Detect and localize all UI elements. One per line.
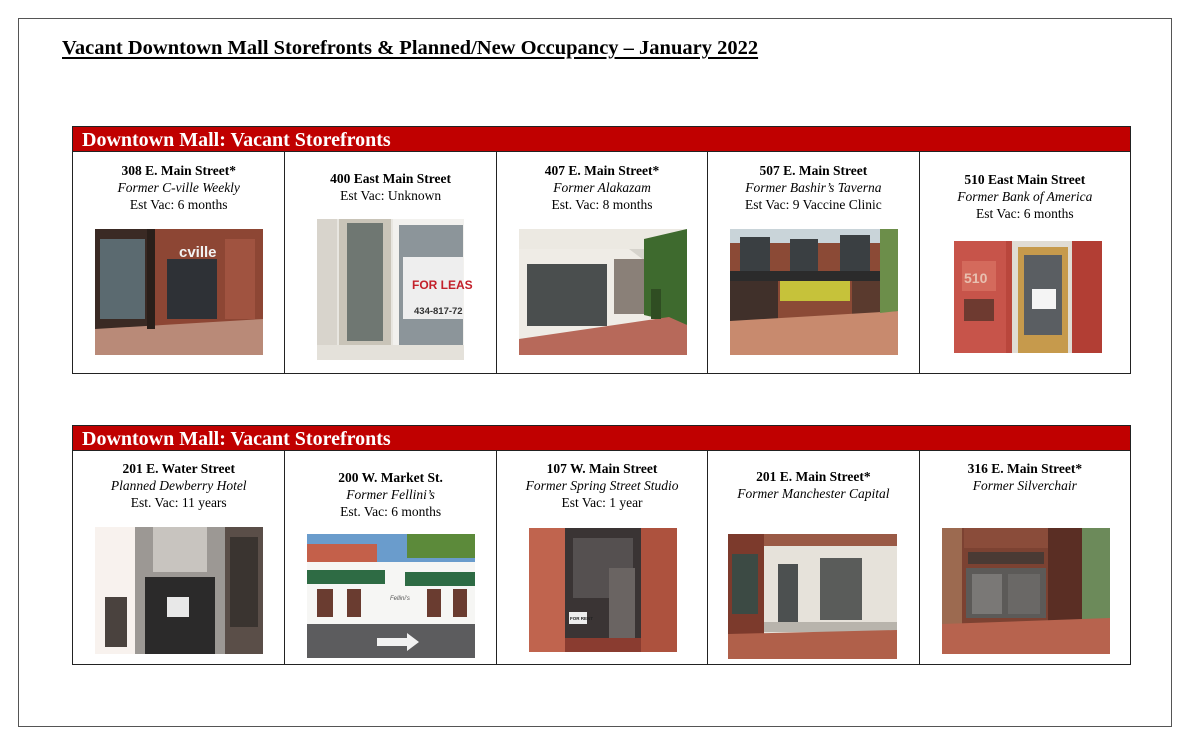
storefront-address: 201 E. Water Street — [122, 461, 235, 476]
storefront-phone-text: 434-817-72 — [414, 306, 464, 317]
storefront-photo-brick-doorway — [529, 528, 677, 652]
storefront-sign-text: Fellini's — [390, 596, 411, 602]
storefront-address: 201 E. Main Street* — [756, 469, 871, 484]
storefront-former-tenant: Former Silverchair — [972, 478, 1077, 493]
storefront-photo-awning-brick — [730, 229, 898, 355]
section-header: Downtown Mall: Vacant Storefronts — [72, 126, 1131, 152]
storefront-photo-510-door — [954, 241, 1102, 353]
storefront-sign-text: 510 — [963, 270, 987, 286]
storefront-former-tenant: Planned Dewberry Hotel — [110, 478, 247, 493]
storefront-photo-stone-facade — [728, 534, 897, 659]
storefront-vacancy: Est Vac: 9 Vaccine Clinic — [745, 197, 882, 212]
storefront-former-tenant: Former Manchester Capital — [737, 486, 890, 501]
storefront-former-tenant: Former Fellini’s — [346, 487, 435, 502]
storefront-vacancy: Est Vac: Unknown — [340, 188, 442, 203]
storefront-photo-concrete-entry — [95, 527, 263, 654]
storefront-vacancy: Est Vac: 6 months — [976, 206, 1074, 221]
storefront-address: 507 E. Main Street — [759, 163, 868, 178]
storefront-cell — [284, 451, 495, 664]
storefront-photo-for-lease-door — [317, 219, 474, 360]
vacant-storefronts-section-2 — [72, 425, 1131, 665]
storefront-vacancy: Est Vac: 1 year — [561, 495, 643, 510]
storefront-former-tenant: Former Spring Street Studio — [525, 478, 679, 493]
storefront-cell — [496, 451, 707, 664]
storefront-cell — [919, 152, 1130, 373]
storefront-cell — [496, 152, 707, 373]
document-title: Vacant Downtown Mall Storefronts & Planned/New Occupancy – January 2022 — [62, 37, 759, 59]
storefront-former-tenant: Former Bank of America — [957, 189, 1093, 204]
storefront-photo-street-view — [519, 229, 687, 355]
storefront-address: 316 E. Main Street* — [967, 461, 1083, 476]
storefront-sign-text: FOR LEAS — [412, 278, 474, 292]
storefront-cell — [73, 152, 284, 373]
storefront-vacancy: Est. Vac: 11 years — [130, 495, 227, 510]
storefront-cell — [284, 152, 495, 373]
storefront-vacancy: Est. Vac: 6 months — [340, 504, 442, 519]
storefront-address: 308 E. Main Street* — [121, 163, 236, 178]
section-header: Downtown Mall: Vacant Storefronts — [72, 425, 1131, 451]
storefront-vacancy: Est Vac: 6 months — [129, 197, 228, 212]
storefront-photo-brick-windows — [942, 528, 1110, 654]
storefront-address: 200 W. Market St. — [338, 470, 443, 485]
storefront-former-tenant: Former C-ville Weekly — [117, 180, 240, 195]
storefront-sign-text: FOR RENT — [569, 616, 593, 621]
storefront-photo-brick-corner — [95, 229, 263, 355]
storefront-row — [72, 152, 1131, 374]
storefront-address: 400 East Main Street — [330, 171, 452, 186]
storefront-vacancy: Est. Vac: 8 months — [551, 197, 653, 212]
storefront-address: 510 East Main Street — [964, 172, 1086, 187]
storefront-cell — [707, 451, 918, 664]
storefront-cell — [919, 451, 1130, 664]
storefront-row — [72, 451, 1131, 665]
storefront-former-tenant: Former Alakazam — [553, 180, 651, 195]
storefront-photo-white-building — [307, 534, 475, 658]
storefront-cell — [707, 152, 918, 373]
storefront-sign-text: cville — [179, 244, 217, 261]
vacant-storefronts-section-1 — [72, 126, 1131, 374]
storefront-cell — [73, 451, 284, 664]
storefront-address: 407 E. Main Street* — [544, 163, 660, 178]
storefront-former-tenant: Former Bashir’s Taverna — [745, 180, 882, 195]
storefront-address: 107 W. Main Street — [546, 461, 658, 476]
